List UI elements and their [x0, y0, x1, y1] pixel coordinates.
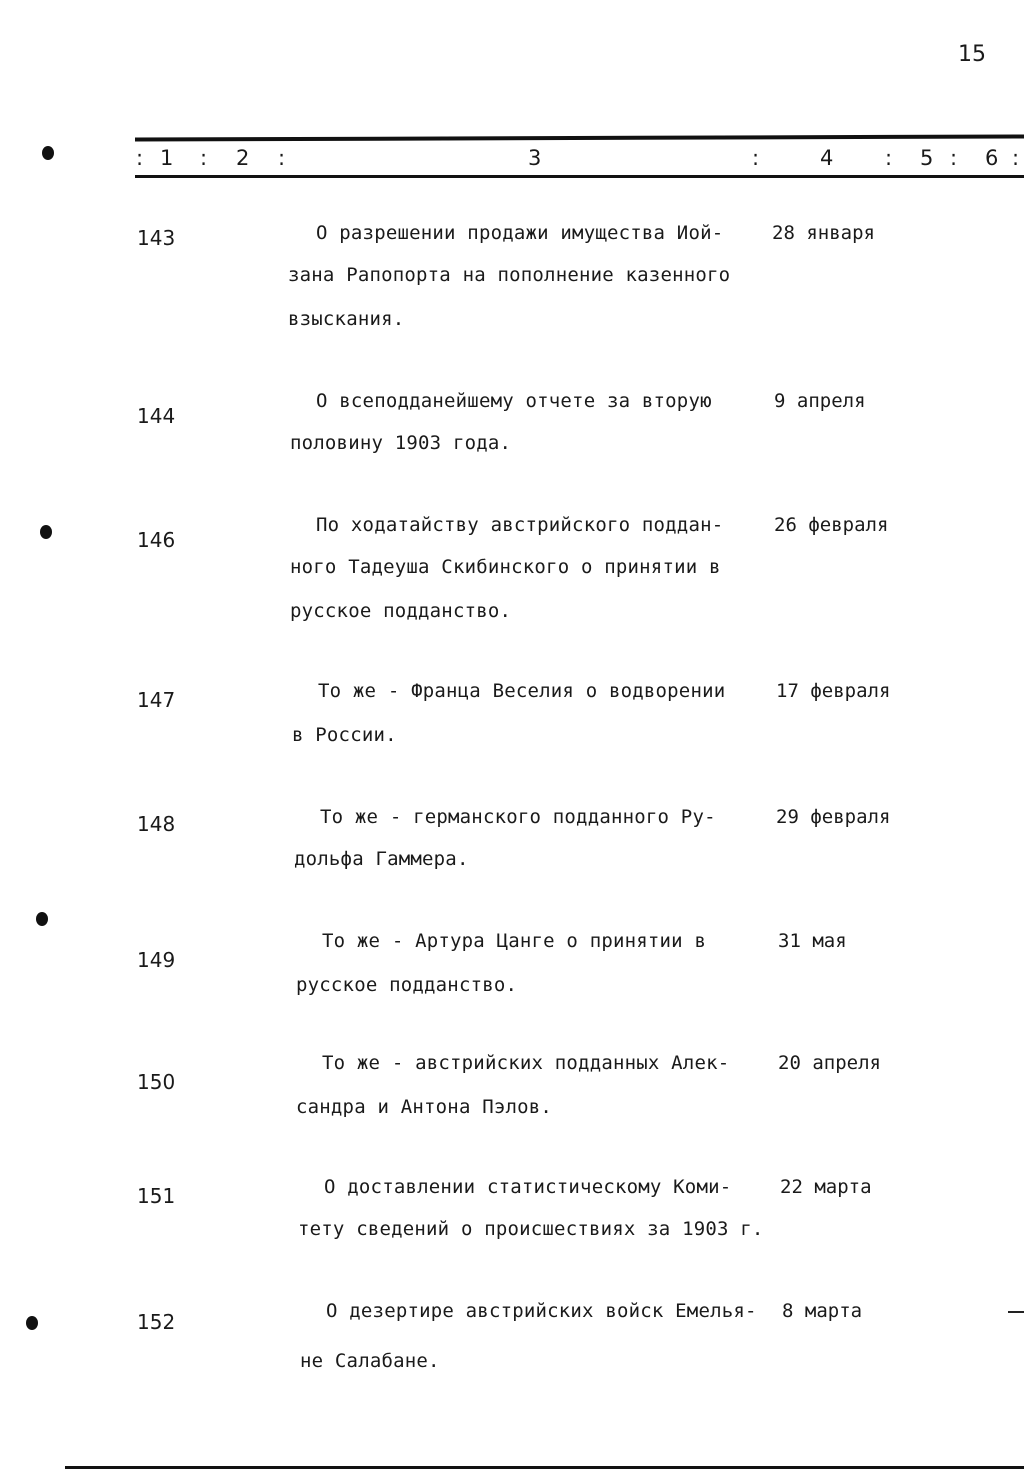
punch-hole-mark — [26, 1316, 38, 1330]
entry-date: 22 марта — [780, 1176, 872, 1198]
col-sep: : — [200, 146, 208, 170]
col-sep: : — [752, 146, 760, 170]
entry-text-line: тету сведений о происшествиях за 1903 г. — [298, 1218, 764, 1240]
entry-number: 152 — [137, 1310, 176, 1334]
entry-number: 146 — [137, 528, 176, 552]
entry-text-line: То же - германского подданного Ру- — [320, 806, 716, 828]
punch-hole-mark — [40, 525, 52, 539]
punch-hole-mark — [42, 146, 54, 160]
col-sep: : — [278, 146, 286, 170]
entry-number: 148 — [137, 812, 176, 836]
col-sep: : — [1012, 146, 1020, 170]
col-2-label: 2 — [236, 146, 250, 170]
entry-text-line: То же - австрийских подданных Алек- — [322, 1052, 730, 1074]
entry-text-line: русское подданство. — [296, 974, 518, 996]
entry-number: 150 — [137, 1070, 176, 1094]
entry-text-line: О дезертире австрийских войск Емелья- — [326, 1300, 757, 1322]
margin-dash-mark — [1008, 1311, 1024, 1313]
col-sep: : — [885, 146, 893, 170]
entry-text-line: в России. — [292, 724, 397, 746]
entry-date: 8 марта — [782, 1300, 863, 1322]
bottom-rule — [65, 1466, 1024, 1469]
punch-hole-mark — [36, 912, 48, 926]
entry-number: 151 — [137, 1184, 176, 1208]
entry-text-line: То же - Франца Веселия о водворении — [318, 680, 726, 702]
page-number: 15 — [958, 42, 986, 67]
entry-date: 26 февраля — [774, 514, 889, 536]
entry-text-line: О доставлении статистическому Коми- — [324, 1176, 732, 1198]
col-sep: : — [136, 146, 144, 170]
entry-text-line: сандра и Антона Пэлов. — [296, 1096, 553, 1118]
entry-date: 9 апреля — [774, 390, 866, 412]
header-rule-bottom — [135, 175, 1024, 178]
entry-text-line: дольфа Гаммера. — [294, 848, 469, 870]
entry-text-line: ного Тадеуша Скибинского о принятии в — [290, 556, 721, 578]
header-rule-top — [135, 134, 1024, 141]
entry-text-line: не Салабане. — [300, 1350, 440, 1372]
entry-text-line: зана Рапопорта на пополнение казенного — [288, 264, 731, 286]
entry-text-line: О всеподданейшему отчете за вторую — [316, 390, 712, 412]
entry-text-line: взыскания. — [288, 308, 405, 330]
col-5-label: 5 — [920, 146, 934, 170]
entry-text-line: То же - Артура Цанге о принятии в — [322, 930, 707, 952]
col-1-label: 1 — [160, 146, 174, 170]
entry-text-line: русское подданство. — [290, 600, 512, 622]
entry-text-line: половину 1903 года. — [290, 432, 512, 454]
entry-date: 20 апреля — [778, 1052, 881, 1074]
col-3-label: 3 — [528, 146, 542, 170]
col-sep: : — [950, 146, 958, 170]
entry-date: 29 февраля — [776, 806, 891, 828]
col-6-label: 6 — [985, 146, 999, 170]
entry-number: 143 — [137, 226, 176, 250]
entry-text-line: О разрешении продажи имущества Иой- — [316, 222, 724, 244]
entry-date: 28 января — [772, 222, 875, 244]
entry-date: 31 мая — [778, 930, 847, 952]
entry-text-line: По ходатайству австрийского поддан- — [316, 514, 724, 536]
entry-number: 144 — [137, 404, 176, 428]
entry-number: 149 — [137, 948, 176, 972]
entry-date: 17 февраля — [776, 680, 891, 702]
col-4-label: 4 — [820, 146, 834, 170]
entry-number: 147 — [137, 688, 176, 712]
